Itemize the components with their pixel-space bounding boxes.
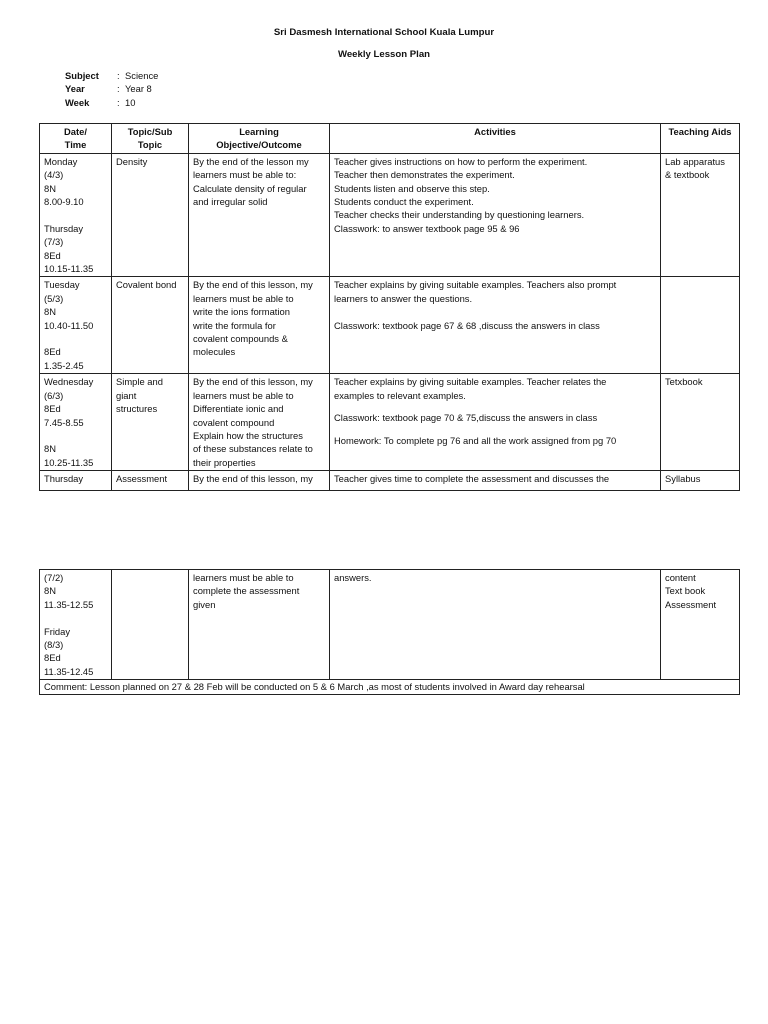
cell-date xyxy=(40,570,112,680)
cell-text-line: Syllabus xyxy=(665,473,701,485)
meta-row-year xyxy=(65,82,158,95)
cell-text-line: giant xyxy=(116,389,137,401)
cell-text-line: 8N xyxy=(44,306,56,318)
cell-text-line: (6/3) xyxy=(44,389,64,401)
header-activities xyxy=(330,124,661,154)
comment-text: Comment: Lesson planned on 27 & 28 Feb will be conducted on 5 & 6 March ,as most of students involved in Award day rehearsal xyxy=(44,681,585,693)
cell-text-line: Students listen and observe this step. xyxy=(334,182,490,194)
blank-line xyxy=(44,611,107,624)
cell-text-line: Homework: To complete pg 76 and all the work assigned from pg 70 xyxy=(334,434,617,446)
table-row xyxy=(40,471,740,491)
cell-text-line: covalent compounds & xyxy=(193,333,288,345)
meta-value: Science xyxy=(125,70,159,81)
cell-text-line: Classwork: textbook page 70 & 75,discuss the answers in class xyxy=(334,412,598,424)
cell-text-line: answers. xyxy=(334,572,372,583)
meta-label: Week xyxy=(65,96,90,108)
header-date-time xyxy=(40,124,112,154)
meta-row-subject xyxy=(65,69,158,82)
cell-text-line: Calculate density of regular xyxy=(193,182,307,194)
header-line: Activities xyxy=(474,126,516,137)
school-title: Sri Dasmesh International School Kuala Lumpur xyxy=(273,27,495,38)
plan-title: Weekly Lesson Plan xyxy=(337,49,431,60)
header-line: Date/ xyxy=(64,126,87,137)
lesson-plan-table-page-2 xyxy=(39,569,740,695)
table-row xyxy=(40,277,740,374)
cell-text-line: By the end of this lesson, my xyxy=(193,376,313,388)
table-row xyxy=(40,570,740,680)
cell-aids xyxy=(661,471,740,491)
cell-topic xyxy=(112,153,189,277)
cell-text-line: 7.45-8.55 xyxy=(44,416,84,428)
meta-info xyxy=(65,69,158,109)
cell-objective xyxy=(189,471,330,491)
comment-row xyxy=(40,680,740,694)
header-line: Learning xyxy=(239,126,279,137)
cell-text-line: 10.15-11.35 xyxy=(44,263,94,275)
cell-text-line: learners must be able to xyxy=(193,389,294,401)
header-objective xyxy=(189,124,330,154)
meta-colon: : xyxy=(117,96,120,108)
cell-date xyxy=(40,153,112,277)
cell-text-line: content xyxy=(665,572,696,583)
table-body xyxy=(40,153,740,490)
cell-activities xyxy=(330,374,661,471)
cell-text-line: learners must be able to xyxy=(193,292,294,304)
cell-aids xyxy=(661,570,740,680)
table-header-row xyxy=(40,124,740,154)
cell-date xyxy=(40,277,112,374)
cell-date xyxy=(40,471,112,491)
cell-text-line: 11.35-12.45 xyxy=(44,665,94,677)
cell-text-line: given xyxy=(193,598,216,610)
cell-text-line: of these substances relate to xyxy=(193,443,313,455)
cell-text-line: (7/2) xyxy=(44,572,64,583)
cell-text-line: (8/3) xyxy=(44,639,64,651)
cell-activities xyxy=(330,471,661,491)
cell-text-line: learners to answer the questions. xyxy=(334,292,473,304)
table-row xyxy=(40,153,740,277)
cell-text-line: 8N xyxy=(44,182,56,194)
cell-text-line: 8Ed xyxy=(44,249,61,261)
cell-text-line: 1.35-2.45 xyxy=(44,359,84,371)
cell-text-line: Friday xyxy=(44,625,71,637)
meta-colon: : xyxy=(117,70,120,81)
cell-date xyxy=(40,374,112,471)
cell-text-line: (5/3) xyxy=(44,292,64,304)
blank-line xyxy=(334,305,656,318)
cell-text-line: & textbook xyxy=(665,169,710,181)
cell-text-line: write the ions formation xyxy=(193,306,290,318)
cell-text-line: learners must be able to xyxy=(193,572,294,583)
meta-value: 10 xyxy=(125,96,136,108)
blank-line xyxy=(334,402,656,411)
header-line: Topic/Sub xyxy=(127,126,173,137)
cell-text-line: 8N xyxy=(44,443,56,455)
meta-row-week xyxy=(65,96,158,109)
cell-text-line: Lab apparatus xyxy=(665,155,725,167)
cell-text-line: By the end of this lesson, my xyxy=(193,279,313,291)
cell-text-line: Density xyxy=(116,155,148,167)
cell-text-line: Teacher explains by giving suitable examples. Teachers also prompt xyxy=(334,279,617,291)
header-topic xyxy=(112,124,189,154)
cell-text-line: Thursday xyxy=(44,222,84,234)
cell-text-line: Teacher then demonstrates the experiment. xyxy=(334,169,515,181)
cell-text-line: Teacher gives time to complete the assessment and discusses the xyxy=(334,473,610,485)
cell-text-line: Simple and xyxy=(116,376,163,388)
cell-text-line: Teacher explains by giving suitable examples. Teacher relates the xyxy=(334,376,607,388)
cell-text-line: 8.00-9.10 xyxy=(44,196,84,208)
cell-text-line: Thursday xyxy=(44,473,84,485)
cell-text-line: write the formula for xyxy=(193,319,276,331)
cell-text-line: Assessment xyxy=(665,598,717,610)
cell-text-line: Tetxbook xyxy=(665,376,703,388)
cell-text-line: examples to relevant examples. xyxy=(334,389,466,401)
meta-label: Subject xyxy=(65,70,99,81)
meta-value: Year 8 xyxy=(125,83,152,95)
comment-cell xyxy=(40,680,740,694)
cell-topic xyxy=(112,570,189,680)
cell-text-line: Students conduct the experiment. xyxy=(334,196,474,208)
cell-aids xyxy=(661,277,740,374)
header-line: Objective/Outcome xyxy=(216,139,302,151)
cell-objective xyxy=(189,277,330,374)
cell-text-line: Monday xyxy=(44,155,78,167)
cell-text-line: Wednesday xyxy=(44,376,94,388)
blank-line xyxy=(44,208,107,221)
cell-objective xyxy=(189,374,330,471)
cell-activities xyxy=(330,153,661,277)
cell-text-line: their properties xyxy=(193,456,256,468)
meta-label: Year xyxy=(65,83,85,95)
cell-text-line: structures xyxy=(116,403,158,415)
cell-text-line: Covalent bond xyxy=(116,279,177,291)
cell-text-line: 10.40-11.50 xyxy=(44,319,94,331)
cell-text-line: covalent compound xyxy=(193,416,275,428)
cell-text-line: 8Ed xyxy=(44,652,61,664)
cell-text-line: Explain how the structures xyxy=(193,429,303,441)
cell-activities xyxy=(330,570,661,680)
cell-text-line: 8Ed xyxy=(44,403,61,415)
lesson-plan-table-page-1 xyxy=(39,123,740,491)
cell-text-line: By the end of the lesson my xyxy=(193,155,309,167)
table-row xyxy=(40,374,740,471)
cell-text-line: Teacher checks their understanding by questioning learners. xyxy=(334,209,585,221)
cell-objective xyxy=(189,153,330,277)
cell-text-line: (7/3) xyxy=(44,236,64,248)
cell-objective xyxy=(189,570,330,680)
cell-text-line: 10.25-11.35 xyxy=(44,456,94,468)
cell-text-line: Classwork: to answer textbook page 95 & 96 xyxy=(334,222,520,234)
table-body xyxy=(40,570,740,680)
cell-aids xyxy=(661,374,740,471)
cell-text-line: Assessment xyxy=(116,473,168,485)
cell-text-line: 8N xyxy=(44,585,56,597)
blank-line xyxy=(44,332,107,345)
cell-activities xyxy=(330,277,661,374)
blank-line xyxy=(44,429,107,442)
header-teaching-aids xyxy=(661,124,740,154)
cell-text-line: 11.35-12.55 xyxy=(44,598,94,610)
cell-topic xyxy=(112,277,189,374)
header-line: Time xyxy=(64,139,87,151)
cell-text-line: Differentiate ionic and xyxy=(193,403,284,415)
cell-text-line: Tuesday xyxy=(44,279,80,291)
cell-text-line: 8Ed xyxy=(44,346,61,358)
meta-colon: : xyxy=(117,83,120,95)
blank-line xyxy=(334,425,656,434)
header-line: Teaching Aids xyxy=(668,126,732,137)
cell-text-line: Classwork: textbook page 67 & 68 ,discuss the answers in class xyxy=(334,319,600,331)
cell-text-line: Teacher gives instructions on how to perform the experiment. xyxy=(334,155,588,167)
cell-topic xyxy=(112,471,189,491)
cell-text-line: and irregular solid xyxy=(193,196,268,208)
cell-topic xyxy=(112,374,189,471)
cell-aids xyxy=(661,153,740,277)
cell-text-line: complete the assessment xyxy=(193,585,300,597)
cell-text-line: Text book xyxy=(665,585,706,597)
cell-text-line: learners must be able to: xyxy=(193,169,297,181)
cell-text-line: (4/3) xyxy=(44,169,64,181)
cell-text-line: By the end of this lesson, my xyxy=(193,473,313,485)
header-line: Topic xyxy=(137,139,163,151)
cell-text-line: molecules xyxy=(193,346,236,358)
